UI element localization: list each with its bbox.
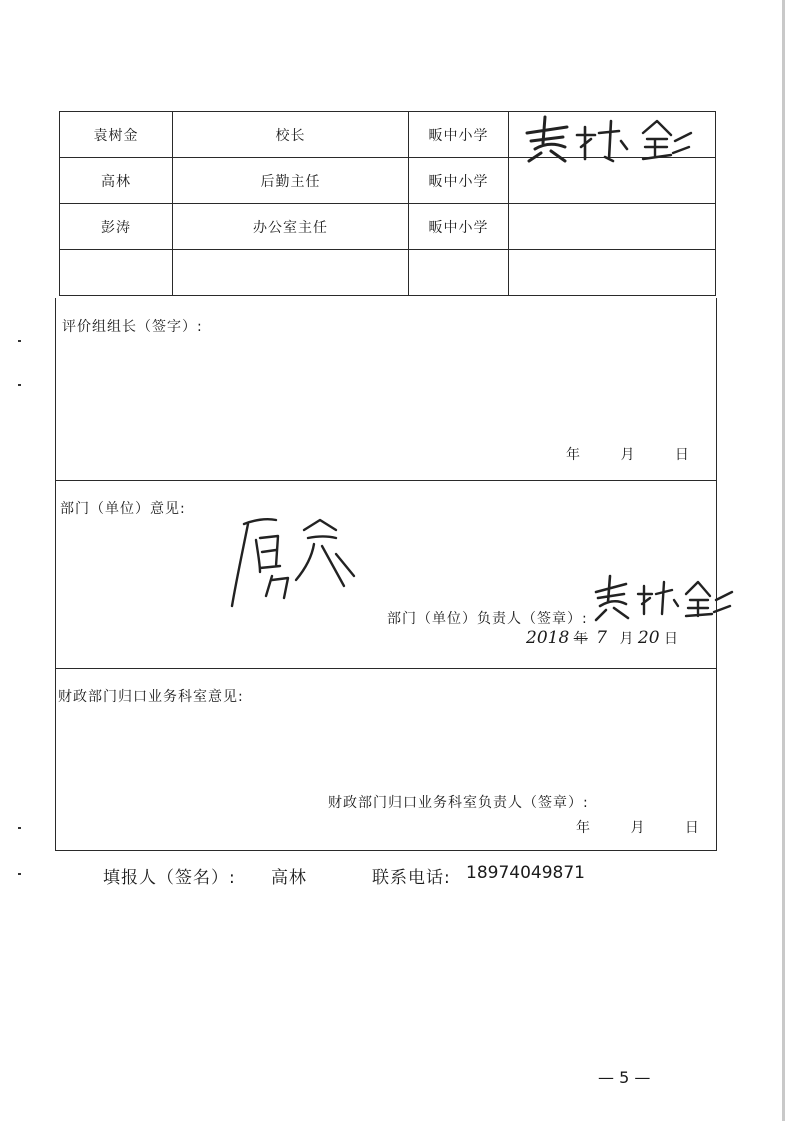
scan-edge — [782, 0, 785, 1121]
member-name: 彭涛 — [60, 204, 173, 250]
finance-opinion-section — [55, 668, 717, 851]
member-handwritten-signature — [515, 113, 695, 165]
member-role — [173, 250, 409, 296]
finance-head-label: 财政部门归口业务科室负责人（签章）: — [328, 795, 589, 811]
filler-name: 高林 — [271, 868, 307, 888]
page-number: — 5 — — [598, 1068, 651, 1087]
member-unit: 畈中小学 — [409, 204, 509, 250]
member-role: 办公室主任 — [173, 204, 409, 250]
department-date — [526, 628, 678, 648]
date-day: 日 — [664, 631, 678, 647]
member-role: 校长 — [173, 112, 409, 158]
date-year: 年 — [573, 631, 588, 647]
table-row — [60, 204, 716, 250]
binding-mark — [18, 827, 21, 829]
phone-label: 联系电话: — [372, 868, 451, 888]
filler-label: 填报人（签名）: — [103, 868, 236, 888]
department-head-signature — [586, 572, 736, 624]
member-unit — [409, 250, 509, 296]
department-opinion-section — [55, 480, 717, 669]
member-unit: 畈中小学 — [409, 112, 509, 158]
date-year-handwritten: 2018 — [526, 628, 570, 648]
member-name: 高林 — [60, 158, 173, 204]
date-month: 月 — [620, 447, 635, 463]
member-name: 袁树金 — [60, 112, 173, 158]
finance-opinion-label: 财政部门归口业务科室意见: — [58, 689, 244, 705]
evaluation-section — [55, 298, 717, 481]
table-row — [60, 250, 716, 296]
phone-number: 18974049871 — [466, 863, 585, 883]
member-signature-cell — [509, 204, 716, 250]
date-day-handwritten: 20 — [637, 628, 660, 648]
binding-mark — [18, 873, 21, 875]
date-day: 日 — [674, 447, 689, 463]
binding-mark — [18, 384, 21, 386]
member-signature-cell — [509, 250, 716, 296]
member-name — [60, 250, 173, 296]
department-opinion-signature — [226, 508, 366, 612]
member-role: 后勤主任 — [173, 158, 409, 204]
evaluation-leader-label: 评价组组长（签字）: — [62, 319, 203, 335]
department-head-label: 部门（单位）负责人（签章）: — [387, 611, 588, 627]
date-day: 日 — [684, 820, 699, 836]
evaluation-date — [566, 444, 689, 464]
member-unit: 畈中小学 — [409, 158, 509, 204]
department-opinion-label: 部门（单位）意见: — [60, 501, 186, 517]
date-year: 年 — [576, 820, 590, 836]
date-month: 月 — [630, 820, 645, 836]
date-month: 月 — [619, 631, 634, 647]
date-month-handwritten: 7 — [596, 628, 607, 648]
binding-mark — [18, 340, 21, 342]
date-year: 年 — [566, 447, 580, 463]
finance-date — [576, 817, 699, 837]
